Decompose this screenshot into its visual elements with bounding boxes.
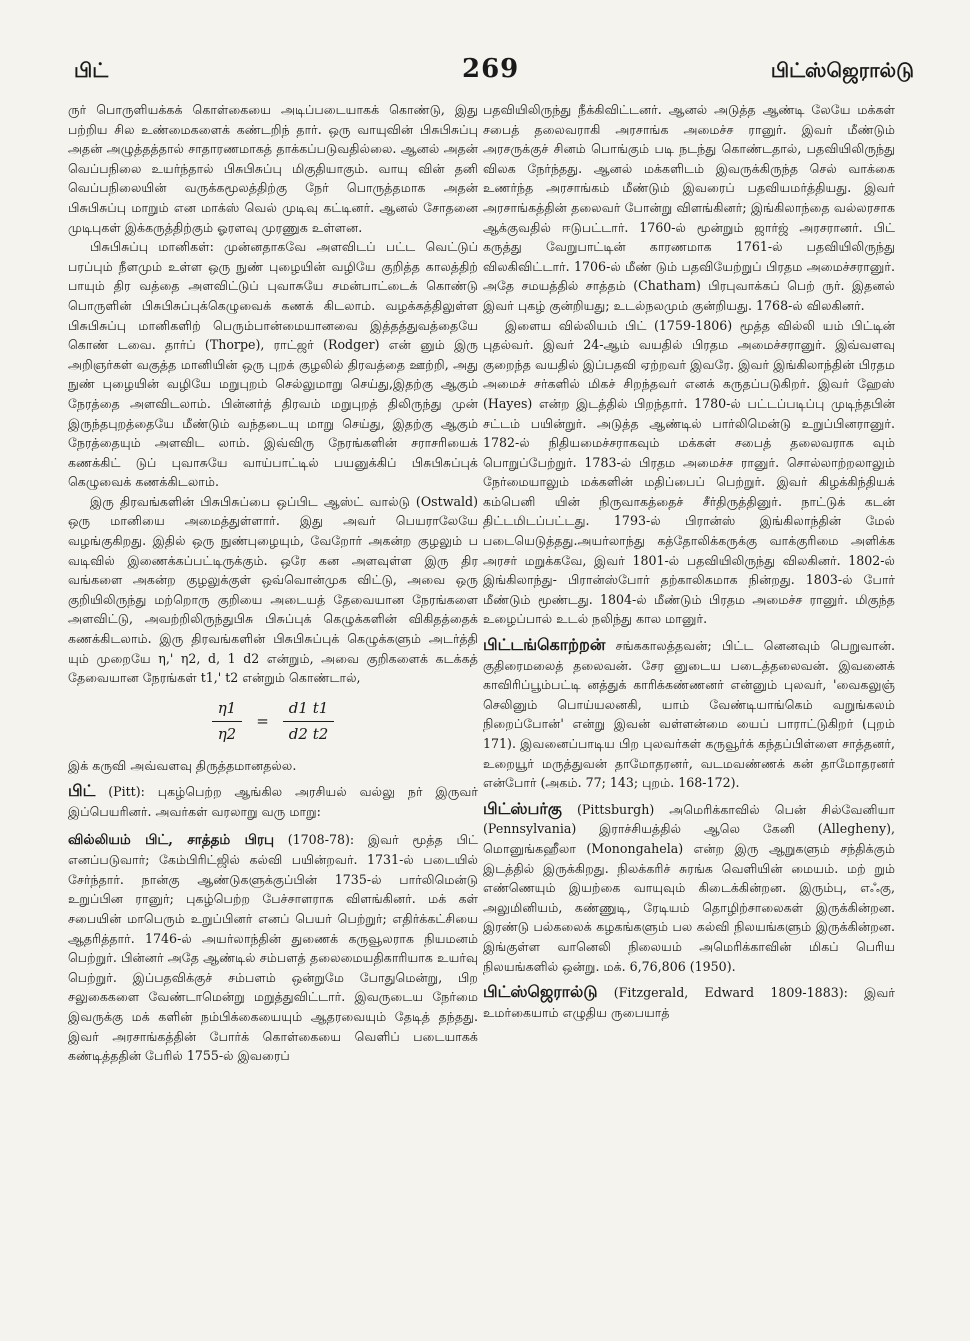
entry-fitzgerald: [483, 982, 895, 1022]
entry-william-pitt-elder: [68, 830, 478, 1066]
formula-equals: =: [256, 712, 269, 731]
entry-william-pitt-elder-headword: வில்லியம் பிட், சாத்தம் பிரபு: [68, 831, 275, 848]
entry-pitt-text: (Pitt): புகழ்பெற்ற ஆங்கில அரசியல் வல்லு நர் இருவர் இப்பெயரினர். அவர்கள் வரலாறு வரு மாறு:: [68, 784, 478, 819]
left-column: [68, 100, 478, 1066]
formula-lhs-denominator: η2: [217, 725, 237, 744]
page-header: [0, 54, 970, 92]
paragraph-pitt-younger: இளைய வில்லியம் பிட் (1759-1806) மூத்த வில்லி யம் பிட்டின் புதல்வர். இவர் 24-ஆம் வயதில் பிரதம அமைச்சரானுர். இவ்வளவு குறைந்த வயதில் இப்பதவி ஏற்றவர் இவரே. இவர் இங்கிலாந்தின் பிரதம அமைச் சர்களில் மிகச் சிறந்தவர் எனக் கருதப்படுகிறர். இவர் ஹேஸ் (Hayes) என்ற இடத்தில் பிறந்தார். 1780-ல் பட்டப்படிப்பு முடிந்தபின் சட்டம் பயின்றுர். அடுத்த ஆண்டில் பார்லிமென்டு உறுப்பினரானுர். 1782-ல் நிதியமைச்சராகவும் மக்கள் சபைத் தலைவராக வும் பொறுப்பேற்றுர். 1783-ல் பிரதம அமைச்ச ரானுர். சொல்லாற்றலாலும் நேர்மையாலும் மக்களின் மதிப்பைப் பெற்றுர். இவர் கிழக்கிந்தியக் கம்பெனி யின் நிருவாகத்தைச் சீர்திருத்தினுர். நாட்டுக் கடன் திட்டமிடப்பட்டது. 1793-ல் பிரான்ஸ் இங்கிலாந்தின் மேல் படையெடுத்தது.அயர்லாந்து கத்தோலிக்கருக்கு வாக்குரிமை அளிக்க அரசர் மறுக்கவே, இவர் 1801-ல் பதவியிலிருந்து விலகினர். 1802-ல் இங்கிலாந்து- பிரான்ஸ்போர் தற்காலிகமாக நின்றது. 1803-ல் போர் மீண்டும் மூண்டது. 1804-ல் மீண்டும் பிரதம அமைச்ச ரானுர். மிகுந்த உழைப்பால் உடல் நலிந்து கால மானுர்.: [483, 317, 895, 627]
entry-pittangotran-text: சங்ககாலத்தவன்; பிட்ட னெனவும் பெறுவான். குதிரைமலைத் தலைவன். சேர னுடைய படைத்தலைவன். இவனைக் காவிரிப்பூம்பட்டி னத்துக் காரிக்கண்ணனர் என்னும் புலவர், 'வைகலுஞ் செலினும் பொய்யலனகி, யாம் வேண்டியாங்கெம் வறுங்கலம் நிறைப்போன்' என்று இவன் வள்ளன்மை யைப் பாராட்டுகிறர் (புறம் 171). இவனைப்பாடிய பிற புலவர்கள் கருவூர்க் கந்தப்பிள்ளை சாத்தனர், உறையூர் மருத்துவன் தாமோதரனர், வடமவண்ணக் கன் தாமோதரனர் என்போர் (அகம். 77; 143; புறம். 168-172).: [483, 638, 895, 791]
entry-william-pitt-elder-text: (1708-78): இவர் மூத்த பிட் எனப்படுவார்; கேம்பிரிட்ஜில் கல்வி பயின்றவர். 1731-ல் படையில் சேர்ந்தார். நான்கு ஆண்டுகளுக்குப்பின் 1735-ல் பார்லிமென்டு உறுப்பின ரானுர்; புகழ்பெற்ற பேச்சாளராக விளங்கினர். மக் கள் சபையின் மாபெரும் உறுப்பினர் எனப் பெயர் பெற்றுர்; எதிர்க்கட்சியை ஆதரித்தார். 1746-ல் அயர்லாந்தின் துணைக் கருவூலராக நியமனம் பெற்றுர். பின்னர் அதே ஆண்டில் சம்பளத் தலைமையதிகாரியாக உயர்வு பெற்றுர். இப்பதவிக்குச் சம்பளம் ஒன்றுமே போதுமென்று, பிற சலுகைகளை வேண்டாமென்று மறுத்துவிட்டார். இவருடைய நேர்மை இவருக்கு மக் களின் நம்பிக்கையையும் ஆதரவையும் தேடித் தந்தது. இவர் அரசாங்கத்தின் போர்க் கொள்கையை வெளிப் படையாகக் கண்டித்ததின் பேரில் 1755-ல் இவரைப்: [68, 831, 478, 1064]
paragraph-chatham-continued: பதவியிலிருந்து நீக்கிவிட்டனர். ஆனல் அடுத்த ஆண்டி லேயே மக்கள் சபைத் தலைவராகி அரசாங்க அமைச்ச ரானுர். இவர் மீண்டும் அரசருக்குச் சினம் பொங்கும் படி நடந்து கொண்டதால், பதவியிலிருந்து விலக நேர்ந்தது. ஆனல் மக்களிடம் இவருக்கிருந்த செல் வாக்கை உணர்ந்த அரசாங்கம் மீண்டும் இவரைப் பதவியமர்த்தியது. இவர் அரசாங்கத்தின் தலைவர் போன்று விளங்கினர்; இங்கிலாந்தை வல்லரசாக ஆக்குவதில் ஈடுபட்டார். 1760-ல் மூன்றும் ஜார்ஜ் அரசரானர். பிட் கருத்து வேறுபாட்டின் காரணமாக 1761-ல் பதவியிலிருந்து விலகிவிட்டார். 1706-ல் மீண் டும் பதவியேற்றுப் பிரதம அமைச்சரானுர். அதே சமயத்தில் சாத்தம் (Chatham) பிரபுவாக்கப் பெற் ருர். இதனல் இவர் புகழ் குன்றியது; உடல்நலமும் குன்றியது. 1768-ல் விலகினர்.: [483, 102, 895, 313]
paragraph-instrument-note: இக் கருவி அவ்வளவு திருத்தமானதல்ல.: [68, 757, 297, 773]
formula-lhs-numerator: η1: [212, 699, 243, 723]
entry-pittangotran: [483, 635, 895, 793]
formula-rhs-fraction: [283, 699, 335, 745]
formula-rhs-numerator: d1 t1: [283, 699, 335, 723]
right-column: [483, 100, 895, 1022]
viscosity-formula: [68, 694, 478, 750]
paragraph-viscometers: பிசுபிசுப்பு மானிகள்: முன்னதாகவே அளவிடப் பட்ட வெட்டுப் பரப்பும் நீளமும் உள்ள ஒரு நுண் புழையின் வழியே குறித்த காலத்திற் பாயும் திர வத்தை அளவிட்டுப் புவாசுயே சமன்பாட்டைக் கொண்டு பொருளின் பிசுபிசுப்புக்கெழுவைக் கணக் கிடலாம். வழக்கத்திலுள்ள பிசுபிசுப்பு மானிகளிற் பெரும்பான்மையானவை இத்தத்துவத்தையே கொண் டவை. தார்ப் (Thorpe), ராட்ஜர் (Rodger) என் னும் இரு அறிஞர்கள் வகுத்த மானியின் ஒரு புறக் குழலில் திரவத்தை ஊற்றி, அது நுண் புழையின் வழியே மறுபுறம் செல்லுமாறு செய்து,இதற்கு ஆகும் நேரத்தை அளவிடலாம். பின்னர்த் திரவம் மறுபுறத் திலிருந்து முன் இருந்தபுறத்தையே மீண்டும் வந்தடையு மாறு செய்து, இதற்கு ஆகும் நேரத்தையும் அளவிட லாம். இவ்விரு நேரங்களின் சராசரியைக் கணக்கிட் டுப் புவாசுயே வாய்பாட்டில் பயனுக்கிப் பிசுபிசுப்புக் கெழுவைக் கணக்கிடலாம்.: [68, 239, 478, 490]
paragraph-maxwell: ருர் பொருளியக்கக் கொள்கையை அடிப்படையாகக் கொண்டு, இது பற்றிய சில உண்மைகளைக் கண்டறிந் தார். ஒரு வாயுவின் பிசுபிசுப்பு அதன் அழுத்தத்தால் சாதாரணமாகத் தாக்கப்படுவதில்லை. ஆனல் அதன் வெப்பநிலை உயர்ந்தால் பிசுபிசுப்பு மிகுதியாகும். வாயு வின் தனி வெப்பநிலையின் வருக்கமூலத்திற்கு நேர் பொருத்தமாக அதன் பிசுபிசுப்பு மாறும் என மாக்ஸ் வெல் முடிவு கட்டினர். ஆனல் சோதனை முடிபுகள் இக்கருத்திற்கும் ஓரளவு முரணுக உள்ளன.: [68, 102, 478, 235]
page-number: 269: [462, 54, 520, 84]
entry-fitzgerald-text: (Fitzgerald, Edward 1809-1883): இவர் உமர்கையாம் எழுதிய ருபையாத்: [483, 985, 895, 1020]
header-right-word: பிட்ஸ்ஜெரால்டு: [770, 58, 914, 82]
entry-pittangotran-headword: பிட்டங்கொற்றன்: [483, 635, 606, 655]
entry-pittsburgh: [483, 799, 895, 976]
formula-rhs-denominator: d2 t2: [288, 725, 329, 744]
entry-fitzgerald-headword: பிட்ஸ்ஜெரால்டு: [483, 982, 598, 1002]
entry-pitt-headword: பிட்: [68, 781, 96, 801]
entry-pittsburgh-text: (Pittsburgh) அமெரிக்காவில் பென் சில்வேனியா (Pennsylvania) இராச்சியத்தில் ஆலெ கேனி (Allegheny), மொனுங்கஹீலா (Monongahela) என்ற இரு ஆறுகளும் சந்திக்கும் இடத்தில் இருக்கிறது. நிலக்கரிச் சுரங்க வெளியின் மையம். மற் றும் எண்ணெயும் இயற்கை வாயுவும் கிடைக்கின்றன. இரும்பு, எஃகு, அலுமினியம், கண்ணுடி, ரேடியம் தொழிற்சாலைகள் இருக்கின்றன. இரண்டு பல்கலைக் கழகங்களும் பல கல்வி நிலயங்களும் இருக்கின்றன. இங்குள்ள வானெலி நிலையம் அமெரிக்காவின் மிகப் பெரிய நிலயங்களில் ஒன்று. மக். 6,76,806 (1950).: [483, 801, 895, 974]
header-left-word: பிட்: [74, 58, 109, 82]
entry-pittsburgh-headword: பிட்ஸ்பர்கு: [483, 798, 562, 818]
entry-pitt: [68, 781, 478, 821]
paragraph-ostwald: இரு திரவங்களின் பிசுபிசுப்பை ஒப்பிட ஆஸ்ட் வால்டு (Ostwald) ஒரு மானியை அமைத்துள்ளார். இது அவர் பெயராலேயே வழங்குகிறது. இதில் ஒரு நுண்புழையும், வேறோர் அகன்ற குழலும் ப வடிவில் இணைக்கப்பட்டிருக்கும். ஒரே கன அளவுள்ள இரு திர வங்களை அகன்ற குழலுக்குள் ஒவ்வொன்முக விட்டு, அவை ஒரு குறியிலிருந்து மற்றொரு குறியை அடையத் தேவையான நேரங்களை அளவிட்டு, அவற்றிலிருந்துபிசு பிசுப்புக் கெழுக்களின் விகிதத்தைக் கணக்கிடலாம். இரு திரவங்களின் பிசுபிசுப்புக் கெழுக்களும் அடர்த்தி யும் முறையே η,' η2, d, 1 d2 என்றும், அவை குறிகளைக் கடக்கத் தேவையான நேரங்கள் t1,' t2 என்றும் கொண்டால்,: [68, 493, 478, 686]
formula-lhs-fraction: [212, 699, 243, 745]
